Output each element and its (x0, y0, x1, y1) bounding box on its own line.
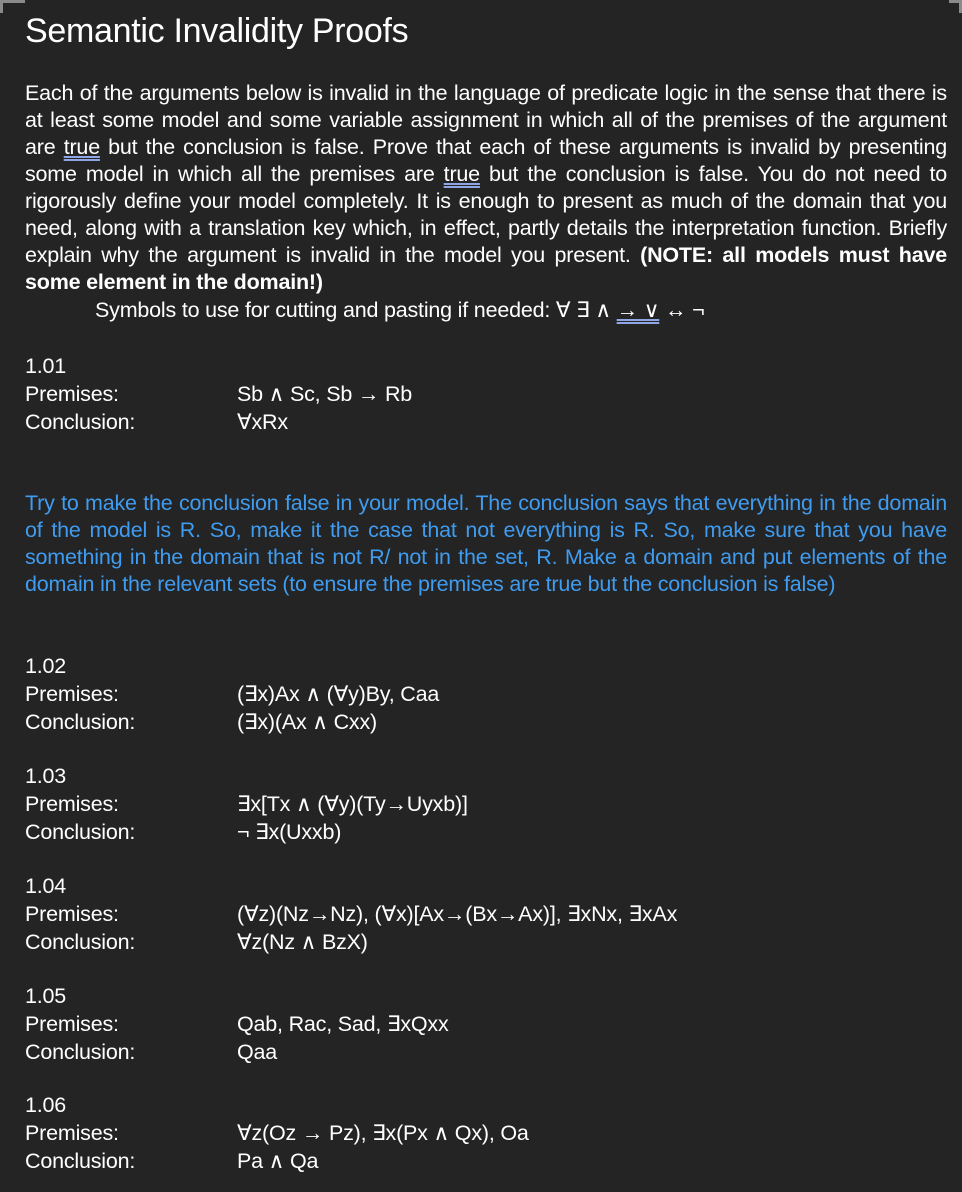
conclusion-value: Qaa (237, 1040, 278, 1064)
problem-1-01 (25, 352, 925, 436)
premises-value: ∀z(Oz → Pz), ∃x(Px ∧ Qx), Oa (237, 1121, 529, 1145)
premises-label: Premises: (25, 1012, 119, 1036)
intro-text-1: Each of the arguments below is invalid in the language of predicate logic in the sense that there is at least some model and some variable assignment in which all of the premises of the argument are (25, 81, 947, 159)
intro-text-2: but the conclusion is false. Prove that each of these arguments is invalid by presenting some model in which all the premises are (25, 135, 947, 186)
conclusion-value: ¬ ∃x(Uxxb) (237, 820, 342, 844)
conclusion-label: Conclusion: (25, 710, 136, 734)
premises-value: Qab, Rac, Sad, ∃xQxx (237, 1012, 449, 1036)
intro-text-3: but the conclusion is false. You do not need to rigorously define your model completely. It is enough to present as much of the domain that you need, along with a translation key which, in effect, partly details the interpretation function. Briefly explain why the argument is invalid in the model you present. (25, 162, 947, 267)
premises-value: Sb ∧ Sc, Sb → Rb (237, 382, 413, 406)
window-corner-left (0, 0, 25, 13)
problem-number: 1.01 (25, 354, 67, 378)
problem-number: 1.03 (25, 764, 67, 788)
premises-label: Premises: (25, 902, 119, 926)
instructions-paragraph (25, 80, 947, 296)
conclusion-value: ∀z(Nz ∧ BzX) (237, 930, 368, 954)
conclusion-value: Pa ∧ Qa (237, 1149, 319, 1173)
problem-1-04 (25, 872, 925, 956)
problem-number: 1.06 (25, 1093, 67, 1117)
conclusion-value: ∀xRx (237, 410, 288, 434)
problem-1-06 (25, 1091, 925, 1175)
conclusion-label: Conclusion: (25, 410, 136, 434)
premises-label: Premises: (25, 682, 119, 706)
conclusion-label: Conclusion: (25, 820, 136, 844)
premises-value: (∃x)Ax ∧ (∀y)By, Caa (237, 682, 440, 706)
symbols-line (95, 297, 704, 324)
problem-1-05 (25, 982, 925, 1066)
premises-label: Premises: (25, 792, 119, 816)
problem-number: 1.02 (25, 654, 67, 678)
intro-note: (NOTE: all models must have some element in the domain!) (25, 243, 947, 294)
symbols-label: Symbols to use for cutting and pasting if needed: ∀ ∃ ∧ (95, 298, 617, 322)
problem-number: 1.04 (25, 874, 67, 898)
conclusion-value: (∃x)(Ax ∧ Cxx) (237, 710, 377, 734)
premises-label: Premises: (25, 382, 119, 406)
intro-true-2: true (443, 162, 480, 186)
premises-value: ∃x[Tx ∧ (∀y)(Ty→Uyxb)] (237, 792, 468, 816)
symbols-rest: ↔ ¬ (659, 298, 705, 322)
conclusion-label: Conclusion: (25, 1149, 136, 1173)
window-corner-right (949, 0, 962, 13)
premises-value: (∀z)(Nz→Nz), (∀x)[Ax→(Bx→Ax)], ∃xNx, ∃xAx (237, 902, 678, 926)
conclusion-label: Conclusion: (25, 930, 136, 954)
symbols-underlined: → ∨ (616, 298, 660, 322)
problem-number: 1.05 (25, 984, 67, 1008)
conclusion-label: Conclusion: (25, 1040, 136, 1064)
premises-label: Premises: (25, 1121, 119, 1145)
problem-1-02 (25, 652, 925, 736)
hint-paragraph: Try to make the conclusion false in your model. The conclusion says that everything in the domain of the model is R. So, make it the case that not everything is R. So, make sure that you have something in the domain that is not R/ not in the set, R. Make a domain and put elements of the domain in the relevant sets (to ensure the premises are true but the conclusion is false) (25, 491, 947, 596)
problem-1-03 (25, 762, 925, 846)
page-title: Semantic Invalidity Proofs (25, 12, 409, 50)
intro-true-1: true (63, 135, 100, 159)
